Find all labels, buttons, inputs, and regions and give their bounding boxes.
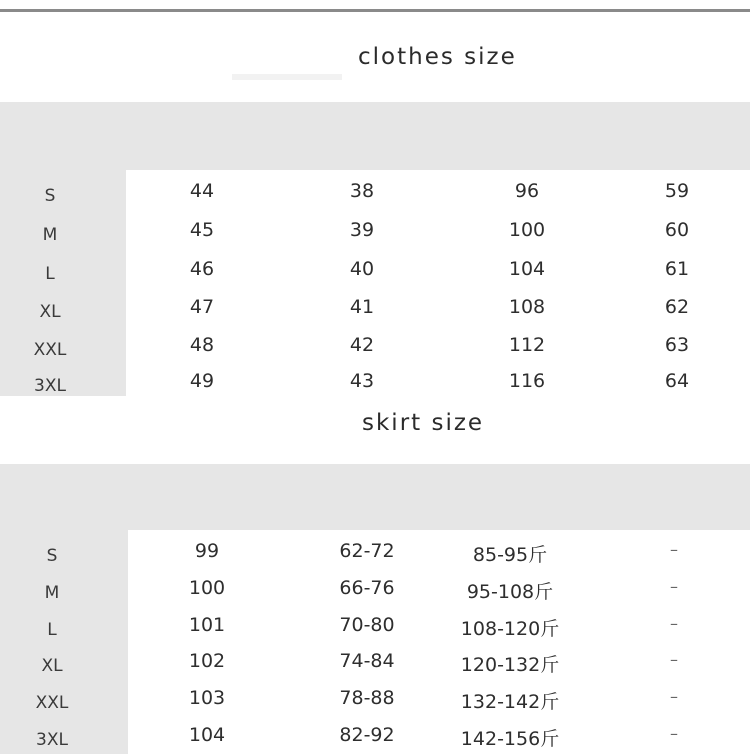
clothes-size-title: clothes size (358, 44, 517, 70)
size-label: XXL (35, 693, 69, 713)
table-cell: 63 (664, 334, 690, 356)
table-cell: 61 (664, 258, 690, 280)
table-cell: 102 (188, 650, 226, 672)
size-label: XL (39, 302, 61, 322)
table-cell: 108 (508, 296, 546, 318)
table-cell: 112 (508, 334, 546, 356)
clothes-size-column-band (0, 170, 126, 396)
table-cell: – (670, 614, 678, 633)
table-cell: 74-84 (339, 650, 395, 672)
table-cell: 64 (664, 370, 690, 392)
table-cell: 43 (349, 370, 375, 392)
table-cell: – (670, 687, 678, 706)
table-cell: 103 (188, 687, 226, 709)
table-cell: 38 (349, 180, 375, 202)
table-cell: 60 (664, 219, 690, 241)
table-cell: 40 (349, 258, 375, 280)
size-label: S (46, 546, 58, 566)
smudge-mark (232, 74, 342, 80)
table-cell: 42 (349, 334, 375, 356)
table-cell: 66-76 (339, 577, 395, 599)
skirt-size-title: skirt size (362, 410, 485, 436)
table-cell: 96 (514, 180, 540, 202)
table-cell: 142-156斤 (460, 728, 560, 750)
table-cell: 100 (188, 577, 226, 599)
table-cell: 82-92 (339, 724, 395, 746)
size-label: M (44, 583, 60, 603)
size-label: L (47, 620, 57, 640)
skirt-size-column-band (0, 530, 128, 754)
table-cell: – (670, 540, 678, 559)
table-cell: 104 (188, 724, 226, 746)
table-cell: 59 (664, 180, 690, 202)
table-cell: 62-72 (339, 540, 395, 562)
table-cell: 44 (189, 180, 215, 202)
clothes-header-band (0, 102, 750, 170)
table-cell: 39 (349, 219, 375, 241)
table-cell: 108-120斤 (460, 618, 560, 640)
table-cell: 62 (664, 296, 690, 318)
size-label: 3XL (36, 730, 68, 750)
skirt-header-band (0, 464, 750, 530)
table-cell: 78-88 (339, 687, 395, 709)
table-cell: – (670, 577, 678, 596)
size-label: XXL (33, 340, 67, 360)
table-cell: 41 (349, 296, 375, 318)
table-cell: – (670, 724, 678, 743)
table-cell: 85-95斤 (472, 544, 548, 566)
table-cell: 99 (194, 540, 220, 562)
table-cell: 104 (508, 258, 546, 280)
table-cell: – (670, 650, 678, 669)
size-label: 3XL (34, 376, 66, 396)
table-cell: 120-132斤 (460, 654, 560, 676)
table-cell: 70-80 (339, 614, 395, 636)
table-cell: 45 (189, 219, 215, 241)
table-cell: 46 (189, 258, 215, 280)
size-label: M (42, 225, 58, 245)
size-label: L (45, 264, 55, 284)
table-cell: 101 (188, 614, 226, 636)
table-cell: 95-108斤 (466, 581, 554, 603)
table-cell: 132-142斤 (460, 691, 560, 713)
table-cell: 47 (189, 296, 215, 318)
size-label: S (44, 186, 56, 206)
table-cell: 49 (189, 370, 215, 392)
table-cell: 116 (508, 370, 546, 392)
table-cell: 48 (189, 334, 215, 356)
size-label: XL (41, 656, 63, 676)
table-cell: 100 (508, 219, 546, 241)
top-divider (0, 9, 750, 12)
